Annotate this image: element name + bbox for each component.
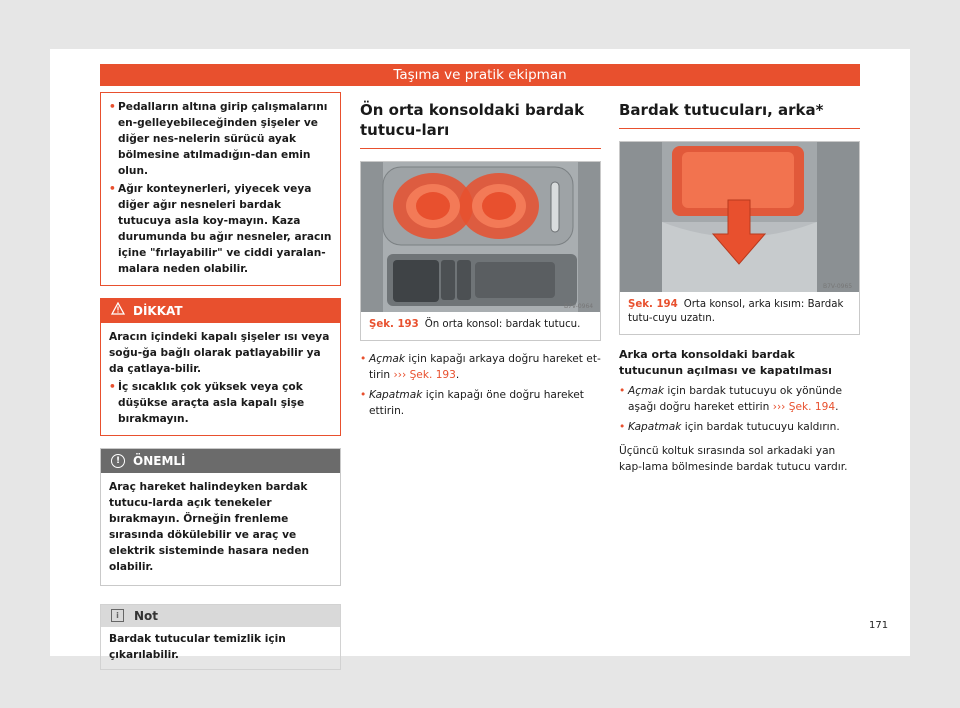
note-header (101, 605, 340, 627)
figure-caption (620, 292, 859, 334)
paragraph: Üçüncü koltuk sırasında sol arkadaki yan kap-lama bölmesinde bardak tutucu vardır. (619, 445, 848, 473)
figure-code: B7V-0964 (564, 303, 594, 310)
note-box (100, 604, 341, 670)
caution-body (101, 323, 340, 435)
figure-caption-text: Orta konsol, arka kısım: Bardak tutu-cuyu uzatın. (628, 299, 844, 324)
instruction-keyword: Kapatmak (369, 389, 423, 401)
instruction-end: . (835, 401, 839, 413)
instruction-bullet (619, 383, 860, 415)
figure-193 (360, 161, 601, 341)
note-title: Not (134, 609, 159, 623)
body-text (619, 383, 860, 475)
figure-code: B7V-0965 (823, 283, 853, 290)
instruction-text: için kapağı öne doğru hareket ettirin. (369, 389, 584, 417)
exclamation-circle-icon: ! (111, 454, 125, 468)
subsection-title: Arka orta konsoldaki bardak tutucunun açılması ve kapatılması (619, 348, 832, 377)
caution-header (101, 299, 340, 323)
instruction-text: için kapağı arkaya doğru hareket et-tirin (369, 353, 601, 381)
important-text: Araç hareket halindeyken bardak tutucu-larda açık tenekeler bırakmayın. Örneğin frenleme sırasında dökülebilir ve araç ve elektrik sisteminde hasara neden olabilir. (109, 481, 310, 573)
instruction-bullet (360, 351, 601, 383)
figure-194 (619, 141, 860, 335)
important-header (101, 449, 340, 473)
figure-caption-text: Ön orta konsol: bardak tutucu. (424, 319, 581, 330)
figure-image-rear-console (620, 142, 859, 292)
note-text: Bardak tutucular temizlik için çıkarılabilir. (109, 633, 286, 661)
figure-image-front-console (361, 162, 600, 312)
section-title: Bardak tutucuları, arka* (619, 100, 860, 129)
instruction-keyword: Açmak (369, 353, 406, 365)
instruction-end: . (455, 369, 460, 381)
page-header: Taşıma ve pratik ekipman (100, 64, 860, 86)
warning-bullet: • Pedalların altına girip çalışmalarını en-gelleyebileceğinden şişeler ve diğer nes-nelerin sürücü ayak bölmesine atılmadığın-dan emin olun. (109, 99, 332, 179)
instruction-bullet (619, 419, 860, 435)
column-right (619, 92, 860, 479)
caution-title: DİKKAT (133, 304, 183, 318)
page-number: 171 (869, 620, 889, 631)
instruction-bullet (360, 387, 601, 419)
caution-text: Aracın içindeki kapalı şişeler ısı veya soğu-ğa bağlı olarak patlayabilir ya da çatlaya-bilir. (109, 331, 330, 375)
figure-link[interactable]: Şek. 193 (409, 369, 456, 381)
instruction-keyword: Açmak (628, 385, 665, 397)
warning-box (100, 92, 341, 286)
warning-bullet: • Ağır konteynerleri, yiyecek veya diğer ağır nesneleri bardak tutucuya asla koy-mayın. Kaza durumunda bu ağır nesneler, aracın içine "fırlayabilir" ve ciddi yaralan-malara neden olabilir. (109, 181, 332, 277)
important-box (100, 448, 341, 586)
warning-triangle-icon (111, 299, 127, 323)
column-left (100, 92, 341, 670)
figure-link[interactable]: Şek. 194 (788, 401, 836, 413)
figure-ref: Şek. 194 (628, 299, 678, 310)
caution-box (100, 298, 341, 436)
caution-bullet: • İç sıcaklık çok yüksek veya çok düşükse araçta asla kapalı şişe bırakmayın. (109, 379, 332, 427)
instruction-text: için bardak tutucuyu ok yönünde aşağı doğru hareket ettirin (628, 385, 843, 413)
section-title: Ön orta konsoldaki bardak tutucu-ları (360, 100, 601, 149)
instruction-keyword: Kapatmak (628, 421, 682, 433)
instruction-text: için bardak tutucuyu kaldırın. (681, 421, 840, 433)
figure-ref: Şek. 193 (369, 319, 419, 330)
reference-arrow: ››› (772, 401, 786, 413)
body-text (360, 351, 601, 419)
important-title: ÖNEMLİ (133, 454, 186, 468)
figure-caption (361, 312, 600, 340)
column-middle (360, 92, 601, 423)
info-icon: i (111, 609, 124, 622)
reference-arrow: ››› (393, 369, 407, 381)
